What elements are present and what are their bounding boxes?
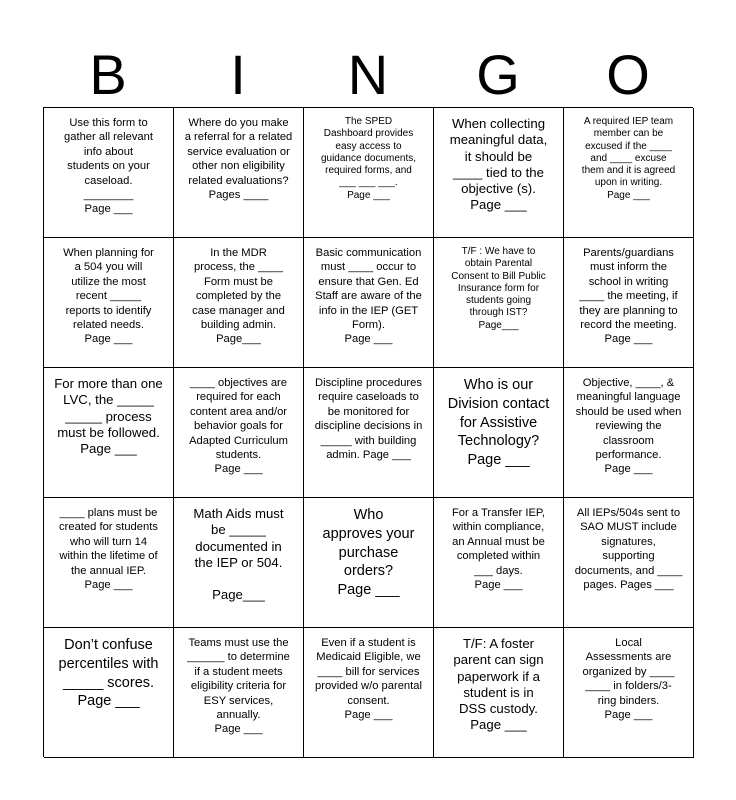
bingo-cell: ____ plans must be created for students who will turn 14 within the lifetime of the annual IEP. Page ___ [44, 498, 174, 628]
bingo-grid [43, 107, 693, 757]
bingo-cell: T/F : We have to obtain Parental Consent to Bill Public Insurance form for students going through IST? Page___ [434, 238, 564, 368]
header-letter-n: N [347, 43, 389, 106]
bingo-cell: In the MDR process, the ____ Form must be completed by the case manager and building admin. Page___ [174, 238, 304, 368]
bingo-cell: Who is our Division contact for Assistive Technology? Page ___ [434, 368, 564, 498]
bingo-cell: ____ objectives are required for each content area and/or behavior goals for Adapted Curriculum students. Page ___ [174, 368, 304, 498]
header-letter-g: G [476, 43, 520, 106]
bingo-cell: All IEPs/504s sent to SAO MUST include signatures, supporting documents, and ____ pages. Pages ___ [564, 498, 694, 628]
bingo-cell: When collecting meaningful data, it should be ____ tied to the objective (s). Page ___ [434, 108, 564, 238]
bingo-cell: Objective, ____, & meaningful language should be used when reviewing the classroom performance. Page ___ [564, 368, 694, 498]
bingo-cell: Discipline procedures require caseloads to be monitored for discipline decisions in _____ with building admin. Page ___ [304, 368, 434, 498]
bingo-cell: Teams must use the ______ to determine if a student meets eligibility criteria for ESY services, annually. Page ___ [174, 628, 304, 758]
header-letter-i: I [230, 43, 246, 106]
header-letter-o: O [606, 43, 650, 106]
bingo-cell: Even if a student is Medicaid Eligible, we ____ bill for services provided w/o parental consent. Page ___ [304, 628, 434, 758]
bingo-cell: Math Aids must be _____ documented in the IEP or 504. Page___ [174, 498, 304, 628]
bingo-cell: Local Assessments are organized by ____ ____ in folders/3- ring binders. Page ___ [564, 628, 694, 758]
bingo-cell: A required IEP team member can be excused if the ____ and ____ excuse them and it is agreed upon in writing. Page ___ [564, 108, 694, 238]
bingo-cell: The SPED Dashboard provides easy access to guidance documents, required forms, and ___ ___ ___. Page ___ [304, 108, 434, 238]
bingo-header [43, 45, 693, 105]
bingo-cell: Don’t confuse percentiles with _____ scores. Page ___ [44, 628, 174, 758]
bingo-cell: For a Transfer IEP, within compliance, an Annual must be completed within ___ days. Page ___ [434, 498, 564, 628]
bingo-cell: Who approves your purchase orders? Page ___ [304, 498, 434, 628]
bingo-cell: T/F: A foster parent can sign paperwork if a student is in DSS custody. Page ___ [434, 628, 564, 758]
bingo-cell: Basic communication must ____ occur to ensure that Gen. Ed Staff are aware of the info in the IEP (GET Form). Page ___ [304, 238, 434, 368]
bingo-cell: When planning for a 504 you will utilize the most recent _____ reports to identify related needs. Page ___ [44, 238, 174, 368]
bingo-cell: Use this form to gather all relevant info about students on your caseload. ________ Page ___ [44, 108, 174, 238]
bingo-cell: Where do you make a referral for a related service evaluation or other non eligibility related evaluations? Pages ____ [174, 108, 304, 238]
bingo-cell: For more than one LVC, the _____ _____ process must be followed. Page ___ [44, 368, 174, 498]
header-letter-b: B [89, 43, 127, 106]
bingo-cell: Parents/guardians must inform the school in writing ____ the meeting, if they are planning to record the meeting. Page ___ [564, 238, 694, 368]
